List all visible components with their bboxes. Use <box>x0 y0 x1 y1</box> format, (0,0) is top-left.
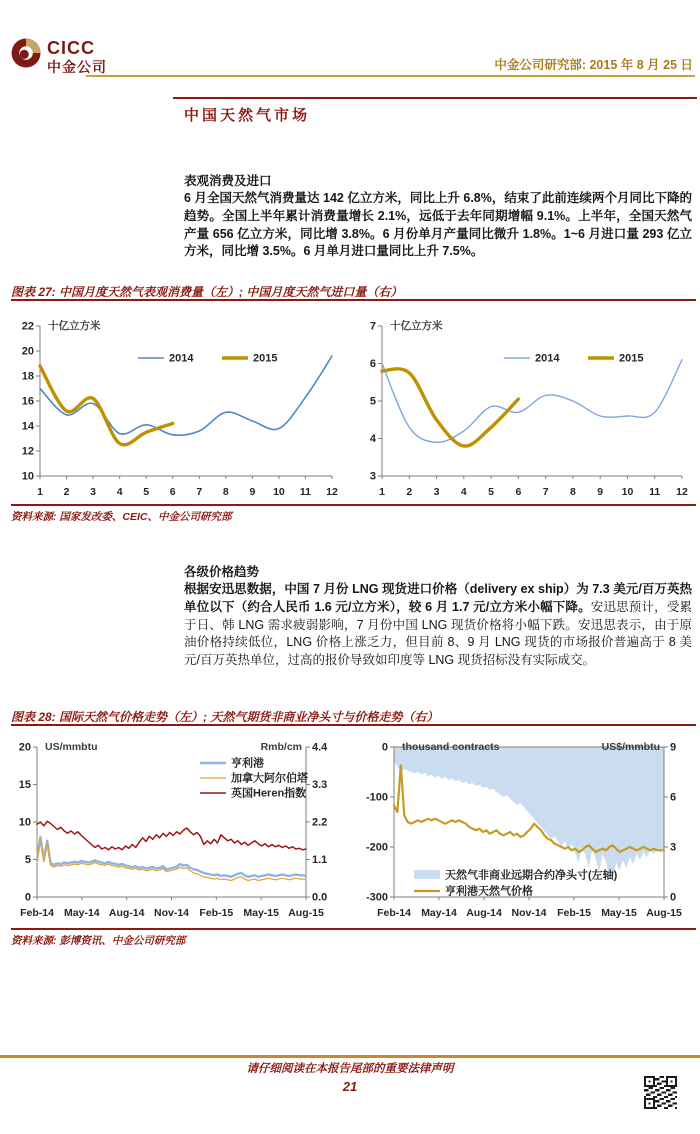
x-tick-label: Aug-15 <box>646 907 682 919</box>
y-tick-label: 6 <box>369 358 376 370</box>
footer-legal-notice: 请仔细阅读在本报告尾部的重要法律声明 <box>246 1063 454 1075</box>
figure28-source: 资料来源: 彭博资讯、中金公司研究部 <box>11 935 186 947</box>
x-tick-label: Aug-14 <box>108 907 145 919</box>
title-rule <box>173 97 697 99</box>
figure27-source-rule <box>11 504 696 506</box>
x-tick-label: Feb-15 <box>557 907 591 919</box>
y-tick-label: 20 <box>18 741 31 754</box>
section2-body <box>184 581 692 670</box>
x-tick-label: 3 <box>433 486 440 498</box>
x-tick-label: 4 <box>460 486 467 498</box>
legend-label: 亨利港天然气价格 <box>445 885 533 898</box>
x-tick-label: 12 <box>326 486 338 498</box>
unit-label-right: Rmb/cm <box>260 741 302 753</box>
x-tick-label: 7 <box>542 486 549 498</box>
y-tick-label-right: 9 <box>670 741 677 754</box>
y-tick-label: 15 <box>18 779 31 791</box>
y-tick-label: 10 <box>18 816 31 829</box>
line-series <box>382 369 518 446</box>
y-tick-label-right: 2.2 <box>312 816 328 829</box>
footer-gold-rule <box>0 1055 700 1058</box>
x-tick-label: 6 <box>515 486 522 498</box>
y-tick-label: 0 <box>24 891 31 904</box>
x-tick-label: 11 <box>299 486 312 498</box>
x-tick-label: Aug-14 <box>466 907 502 919</box>
legend-label: 亨利港 <box>231 757 264 770</box>
y-tick-label: 18 <box>21 370 34 383</box>
x-tick-label: 10 <box>621 486 634 498</box>
area-series <box>394 747 664 878</box>
y-tick-label: 22 <box>21 320 34 333</box>
header-department-date: 中金公司研究部: 2015 年 8 月 25 日 <box>494 58 693 72</box>
figure28-charts <box>10 733 694 923</box>
x-tick-label: Feb-14 <box>377 907 411 919</box>
legend-label: 2015 <box>253 352 278 365</box>
figure28-caption-rule <box>11 724 696 726</box>
x-tick-label: 2 <box>63 486 70 498</box>
figure27-caption: 图表 27: 中国月度天然气表观消费量（左）; 中国月度天然气进口量（右） <box>11 285 403 299</box>
y-tick-label-right: 3 <box>670 841 677 854</box>
section1-body: 6 月全国天然气消费量达 142 亿立方米，同比上升 6.8%，结束了此前连续两个月同比下降的趋势。全国上半年累计消费量增长 2.1%，远低于去年同期增幅 9.1%。上半年，全国天然气产量 656 亿立方米，同比增 3.8%。6 月份单月产量同比微升 1.8%。1~6 月进口量 293 亿立方米，同比增 3.5%。6 月单月进口量同比上升 7.5%。 <box>184 191 692 259</box>
y-tick-label: 10 <box>21 470 34 483</box>
x-tick-label: 12 <box>676 486 688 498</box>
unit-label-right: US$/mmbtu <box>601 741 660 753</box>
x-tick-label: 5 <box>488 486 495 498</box>
x-tick-label: 2 <box>406 486 413 498</box>
y-tick-label: -200 <box>365 841 388 854</box>
y-tick-label: 5 <box>24 854 31 866</box>
x-tick-label: Nov-14 <box>511 907 547 919</box>
x-tick-label: 8 <box>569 486 576 498</box>
line-series <box>37 821 306 850</box>
x-tick-label: 3 <box>90 486 97 498</box>
footer-page-number: 21 <box>342 1079 358 1094</box>
x-tick-label: Feb-14 <box>20 907 54 919</box>
section2-body-rest: 安迅思预计，受累于日、韩 LNG 需求疲弱影响，7 月份中国 LNG 现货价格将小幅下跌。安迅思表示，由于原油价格持续低位，LNG 价格上涨乏力，但目前 8、9 月 LNG 现货的市场报价普遍高于 8 美元/百万英热单位，过高的报价导致如印度等 LNG 现货招标没有实际成交。 <box>184 599 692 668</box>
y-tick-label: -100 <box>365 791 388 804</box>
x-tick-label: Nov-14 <box>153 907 190 919</box>
legend-label: 2015 <box>619 352 644 365</box>
logo-company-name: 中金公司 <box>47 59 107 75</box>
y-tick-label: 12 <box>21 445 34 458</box>
x-tick-label: Feb-15 <box>199 907 234 919</box>
unit-label-left: US/mmbtu <box>45 741 98 753</box>
x-tick-label: 9 <box>249 486 256 498</box>
section2-body-bold: 根据安迅思数据，中国 7 月份 LNG 现货进口价格（delivery ex ship）为 7.3 美元/百万英热单位以下（约合人民币 1.6 元/立方米），较 6 月 1.7 元/立方米小幅下降。 <box>184 582 692 614</box>
x-tick-label: 7 <box>196 486 203 498</box>
x-tick-label: 1 <box>379 486 385 498</box>
y-tick-label: 14 <box>21 420 34 433</box>
cicc-logo-icon <box>10 37 42 69</box>
section1-heading: 表观消费及进口 <box>184 174 272 188</box>
line-series <box>40 366 173 445</box>
y-tick-label-right: 6 <box>670 791 677 804</box>
fig28-left-chart <box>10 733 342 923</box>
unit-label-left: 十亿立方米 <box>390 320 443 332</box>
legend-label: 加拿大阿尔伯塔 <box>231 772 308 785</box>
section2-heading: 各级价格趋势 <box>184 565 260 579</box>
legend-swatch <box>414 870 440 879</box>
legend-label: 2014 <box>535 352 560 365</box>
figure28-source-rule <box>11 928 696 930</box>
x-tick-label: 10 <box>273 486 285 498</box>
x-tick-label: 5 <box>143 486 150 498</box>
y-tick-label-right: 0.0 <box>312 891 328 904</box>
y-tick-label-right: 4.4 <box>312 741 328 754</box>
qr-code <box>644 1076 677 1109</box>
y-tick-label: 16 <box>21 395 34 408</box>
fig27-left-chart <box>10 312 342 502</box>
x-tick-label: 8 <box>222 486 229 498</box>
x-tick-label: 1 <box>37 486 43 498</box>
fig28-right-chart <box>356 733 694 923</box>
figure27-caption-rule <box>11 299 696 301</box>
unit-label-left: thousand contracts <box>402 741 500 753</box>
y-tick-label: 7 <box>369 320 376 333</box>
logo-acronym: CICC <box>47 38 95 58</box>
y-tick-label: 0 <box>381 741 388 754</box>
x-tick-label: May-15 <box>601 907 637 919</box>
x-tick-label: 4 <box>116 486 123 498</box>
y-tick-label-right: 1.1 <box>312 854 328 866</box>
header-gold-rule <box>86 75 695 77</box>
x-tick-label: May-15 <box>243 907 279 919</box>
x-tick-label: 9 <box>597 486 604 498</box>
x-tick-label: 11 <box>649 486 661 498</box>
qr-modules <box>644 1076 677 1109</box>
unit-label-left: 十亿立方米 <box>48 320 101 332</box>
x-tick-label: 6 <box>169 486 176 498</box>
figure28-caption: 图表 28: 国际天然气价格走势（左）; 天然气期货非商业净头寸与价格走势（右） <box>11 710 439 724</box>
page-title: 中国天然气市场 <box>184 107 311 124</box>
x-tick-label: Aug-15 <box>288 907 324 919</box>
y-tick-label-right: 3.3 <box>312 779 328 791</box>
legend-label: 2014 <box>169 352 194 365</box>
y-tick-label: 4 <box>369 433 376 445</box>
y-tick-label: -300 <box>365 891 388 904</box>
y-tick-label: 3 <box>369 470 376 483</box>
figure27-charts <box>10 312 694 502</box>
x-tick-label: May-14 <box>421 907 457 919</box>
fig27-right-chart <box>356 312 694 502</box>
legend-label: 英国Heren指数 <box>231 787 307 800</box>
y-tick-label: 20 <box>21 345 34 358</box>
figure27-source: 资料来源: 国家发改委、CEIC、中金公司研究部 <box>11 511 232 523</box>
y-tick-label-right: 0 <box>670 891 677 904</box>
x-tick-label: May-14 <box>64 907 100 919</box>
y-tick-label: 5 <box>369 395 376 408</box>
line-series <box>40 356 332 435</box>
legend-label: 天然气非商业远期合约净头寸(左轴) <box>445 869 618 882</box>
